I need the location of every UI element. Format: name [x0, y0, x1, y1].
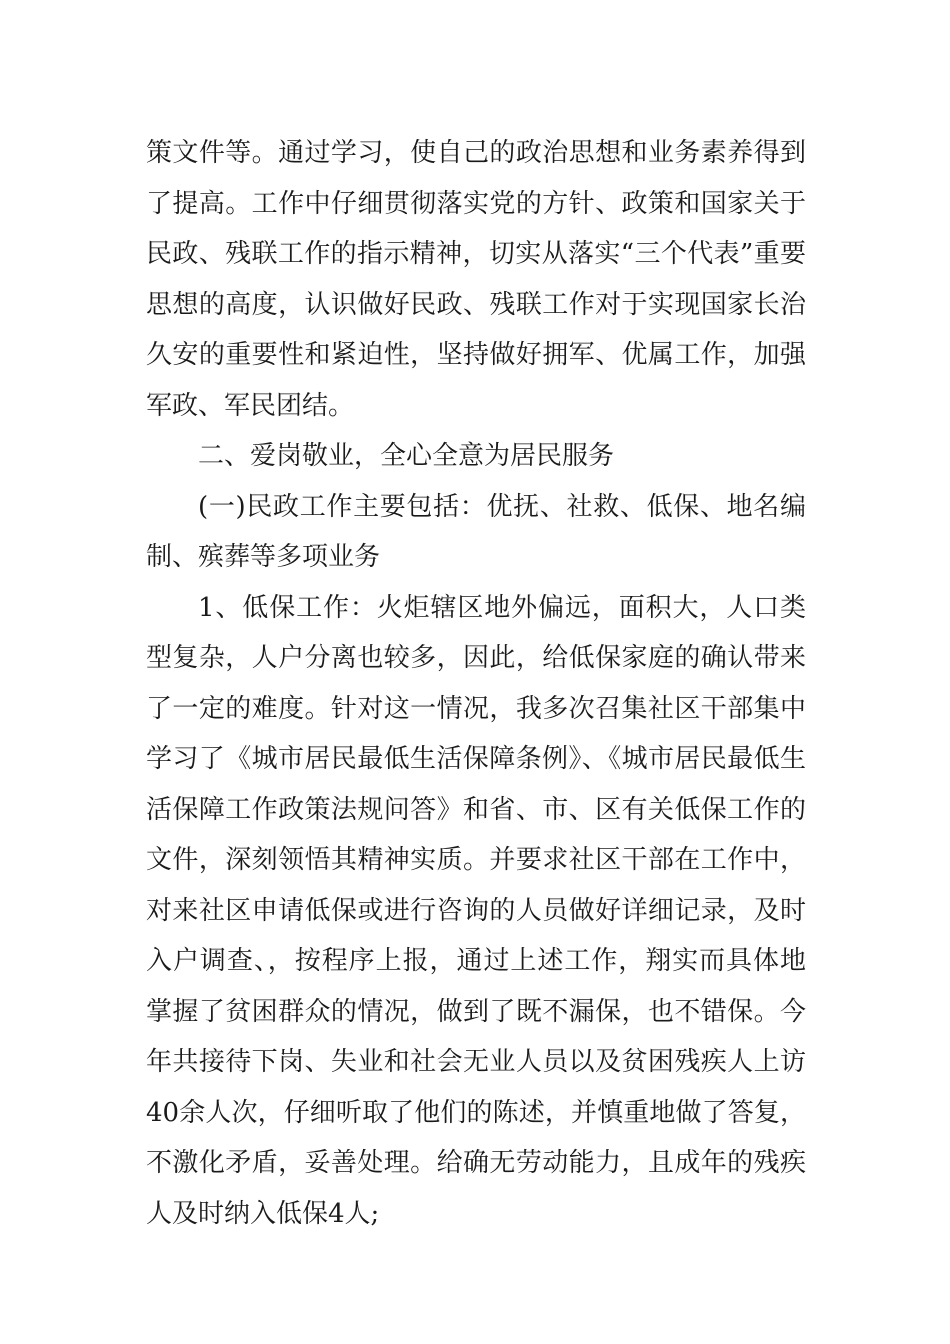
- paragraph-1: 策文件等。通过学习，使自己的政治思想和业务素养得到了提高。工作中仔细贯彻落实党的方针、政策和国家关于民政、残联工作的指示精神，切实从落实“三个代表”重要思想的高度，认识做好民政、残联工作对于实现国家长治久安的重要性和紧迫性，坚持做好拥军、优属工作，加强军政、军民团结。: [146, 138, 806, 421]
- section-heading-2: 二、爱岗敬业，全心全意为居民服务: [198, 441, 615, 471]
- paragraph-low-income-work: 1、低保工作：火炬辖区地外偏远，面积大，人口类型复杂，人户分离也较多，因此，给低保家庭的确认带来了一定的难度。针对这一情况，我多次召集社区干部集中学习了《城市居民最低生活保障条例》、《城市居民最低生活保障工作政策法规问答》和省、市、区有关低保工作的文件，深刻领悟其精神实质。并要求社区干部在工作中，对来社区申请低保或进行咨询的人员做好详细记录，及时入户调查、，按程序上报，通过上述工作，翔实而具体地掌握了贫困群众的情况，做到了既不漏保，也不错保。今年共接待下岗、失业和社会无业人员以及贫困残疾人上访40余人次，仔细听取了他们的陈述，并慎重地做了答复，不激化矛盾，妥善处理。给确无劳动能力，且成年的残疾人及时纳入低保4人;: [146, 592, 806, 1229]
- document-body: [146, 128, 806, 1239]
- subsection-heading-1: (一)民政工作主要包括：优抚、社救、低保、地名编制、殡葬等多项业务: [146, 491, 806, 572]
